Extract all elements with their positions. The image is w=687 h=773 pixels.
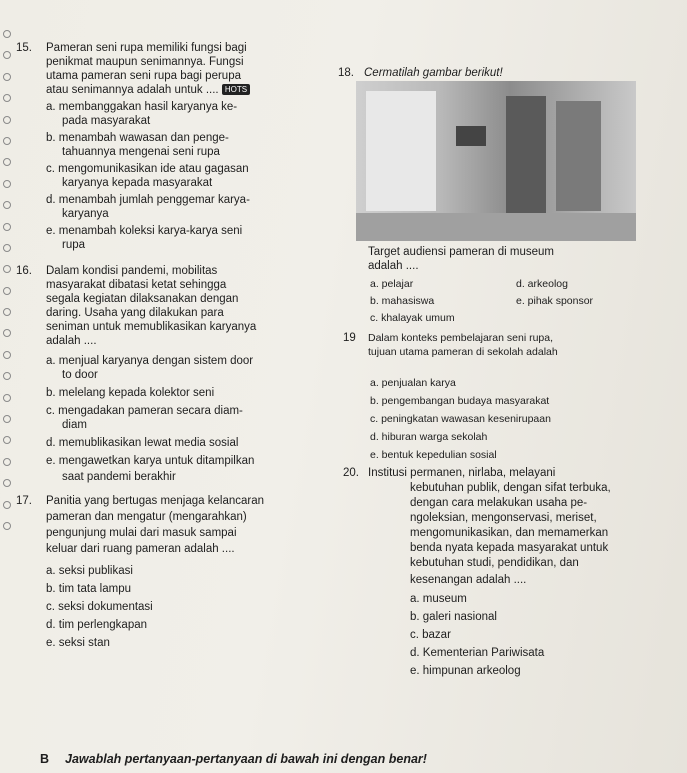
q19-option-b[interactable]: b. pengembangan budaya masyarakat	[370, 395, 550, 407]
q18-prompt: Cermatilah gambar berikut!	[364, 67, 503, 79]
q16-option-d[interactable]: d. memublikasikan lewat media sosial	[46, 437, 239, 449]
q19-option-c[interactable]: c. peningkatan wawasan kesenirupaan	[370, 413, 551, 425]
q19-option-e[interactable]: e. bentuk kepedulian sosial	[370, 449, 497, 461]
spiral-binding	[0, 30, 14, 530]
q15-stem-line: penikmat maupun senimannya. Fungsi	[46, 56, 244, 68]
q20-number: 20.	[343, 467, 359, 479]
q15-option-e-cont: rupa	[62, 239, 86, 251]
q17-stem-line: pameran dan mengatur (mengarahkan)	[46, 511, 247, 523]
q15-option-d[interactable]: d. menambah jumlah penggemar karya-	[46, 194, 250, 206]
q16-option-a[interactable]: a. menjual karyanya dengan sistem door	[46, 355, 254, 367]
q15-option-b[interactable]: b. menambah wawasan dan penge-	[46, 132, 229, 144]
q20-option-b[interactable]: b. galeri nasional	[410, 611, 497, 623]
q16-stem-line: segala kegiatan dilaksanakan dengan	[46, 293, 239, 305]
q20-stem-line: dengan cara melakukan usaha pe-	[410, 497, 588, 509]
q16-option-a-cont: to door	[62, 369, 98, 381]
q16-option-b[interactable]: b. melelang kepada kolektor seni	[46, 387, 215, 399]
q16-stem-line: Dalam kondisi pandemi, mobilitas	[46, 265, 218, 277]
q15-option-c-cont: karyanya kepada masyarakat	[62, 177, 213, 189]
q16-number: 16.	[16, 265, 32, 277]
q20-option-a[interactable]: a. museum	[410, 593, 467, 605]
q18-stem-line: Target audiensi pameran di museum	[368, 246, 555, 258]
q15-option-c[interactable]: c. mengomunikasikan ide atau gagasan	[46, 163, 249, 175]
q20-option-e[interactable]: e. himpunan arkeolog	[410, 665, 521, 677]
q16-stem-line: masyarakat dibatasi ketat sehingga	[46, 279, 227, 291]
q16-option-c-cont: diam	[62, 419, 87, 431]
q16-stem-line: daring. Usaha yang dilakukan para	[46, 307, 224, 319]
q20-stem-line: mengomunikasikan, dan memamerkan	[410, 527, 609, 539]
q18-option-c[interactable]: c. khalayak umum	[370, 312, 455, 324]
section-title: Jawablah pertanyaan-pertanyaan di bawah ini dengan benar!	[65, 752, 427, 766]
q15-option-a-cont: pada masyarakat	[62, 115, 151, 127]
museum-photo	[356, 81, 636, 241]
q17-option-d[interactable]: d. tim perlengkapan	[46, 619, 148, 631]
q20-option-c[interactable]: c. bazar	[410, 629, 451, 641]
q17-option-b[interactable]: b. tim tata lampu	[46, 583, 132, 595]
q20-stem-line: ngoleksian, mengonservasi, meriset,	[410, 512, 597, 524]
q19-option-d[interactable]: d. hiburan warga sekolah	[370, 431, 488, 443]
q16-option-c[interactable]: c. mengadakan pameran secara diam-	[46, 405, 243, 417]
q19-stem-line: Dalam konteks pembelajaran seni rupa,	[368, 332, 554, 344]
q20-stem-line: Institusi permanen, nirlaba, melayani	[368, 467, 556, 479]
q15-option-e[interactable]: e. menambah koleksi karya-karya seni	[46, 225, 243, 237]
q16-stem-line: seniman untuk memublikasikan karyanya	[46, 321, 257, 333]
q20-stem-line: kebutuhan publik, dengan sifat terbuka,	[410, 482, 611, 494]
q18-number: 18.	[338, 67, 354, 79]
q19-stem-line: tujuan utama pameran di sekolah adalah	[368, 346, 558, 358]
section-letter: B	[40, 752, 50, 766]
q17-option-e[interactable]: e. seksi stan	[46, 637, 110, 649]
q17-option-a[interactable]: a. seksi publikasi	[46, 565, 133, 577]
q15-stem-line: Pameran seni rupa memiliki fungsi bagi	[46, 42, 247, 54]
q18-option-d[interactable]: d. arkeolog	[516, 278, 568, 290]
q15-option-d-cont: karyanya	[62, 208, 109, 220]
q15-stem-line: utama pameran seni rupa bagi perupa	[46, 70, 241, 82]
q18-option-b[interactable]: b. mahasiswa	[370, 295, 435, 307]
q18-option-a[interactable]: a. pelajar	[370, 278, 414, 290]
q16-option-e-cont: saat pandemi berakhir	[62, 471, 176, 483]
q18-option-e[interactable]: e. pihak sponsor	[516, 295, 594, 307]
q17-option-c[interactable]: c. seksi dokumentasi	[46, 601, 153, 613]
q15-option-b-cont: tahuannya mengenai seni rupa	[62, 146, 220, 158]
q20-stem-line: kesenangan adalah ....	[410, 574, 527, 586]
q17-stem-line: pengunjung mulai dari masuk sampai	[46, 527, 237, 539]
q15-number: 15.	[16, 42, 32, 54]
q20-option-d[interactable]: d. Kementerian Pariwisata	[410, 647, 545, 659]
section-b-heading	[40, 752, 427, 766]
q19-option-a[interactable]: a. penjualan karya	[370, 377, 456, 389]
hots-badge: HOTS	[222, 84, 250, 95]
q20-stem-line: benda nyata kepada masyarakat untuk	[410, 542, 609, 554]
q19-number: 19	[343, 332, 356, 344]
q15-option-a[interactable]: a. membanggakan hasil karyanya ke-	[46, 101, 238, 113]
q17-stem-line: keluar dari ruang pameran adalah ....	[46, 543, 235, 555]
q16-stem-line: adalah ....	[46, 335, 97, 347]
q15-stem-line: atau senimannya adalah untuk .... HOTS	[46, 83, 250, 97]
q17-stem-line: Panitia yang bertugas menjaga kelancaran	[46, 495, 265, 507]
q17-number: 17.	[16, 495, 32, 507]
q20-stem-line: kebutuhan studi, pendidikan, dan	[410, 557, 579, 569]
q18-stem-line: adalah ....	[368, 260, 419, 272]
q16-option-e[interactable]: e. mengawetkan karya untuk ditampilkan	[46, 455, 255, 467]
